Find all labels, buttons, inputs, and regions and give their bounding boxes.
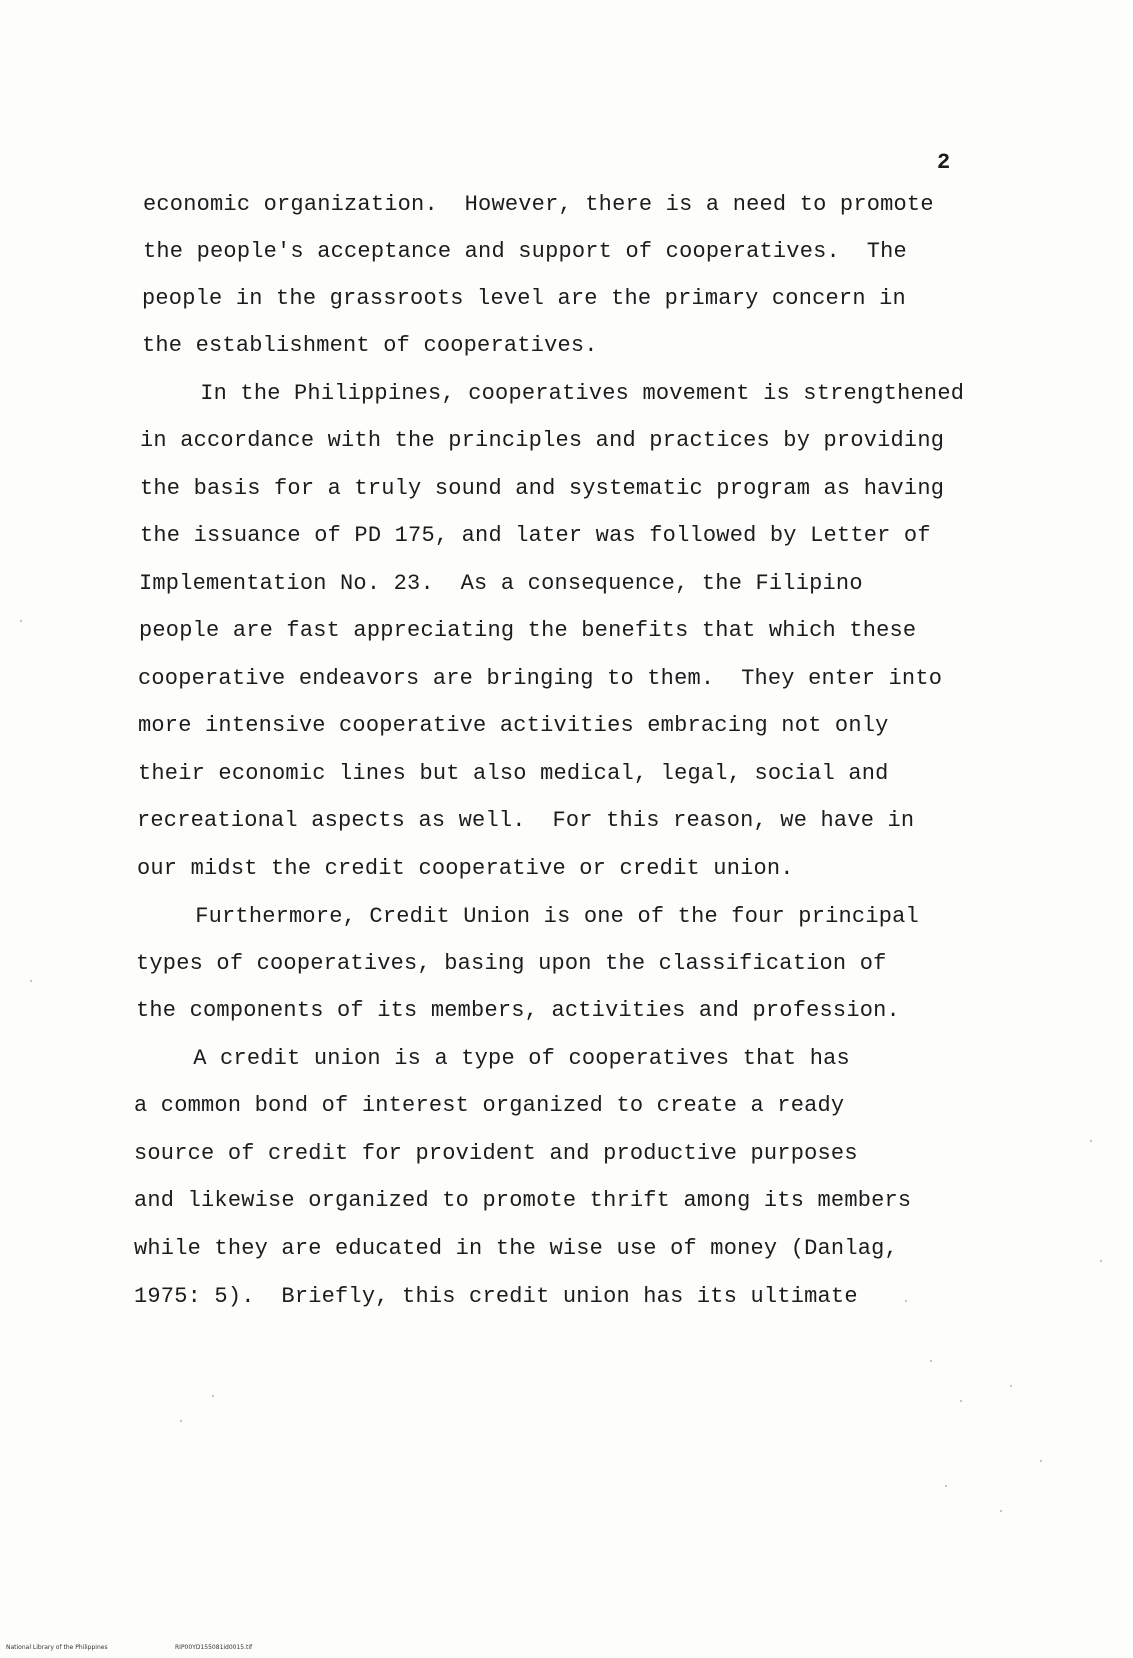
text-line: 1975: 5). Briefly, this credit union has its ultimate <box>134 1284 858 1309</box>
scan-speck <box>180 1420 182 1422</box>
text-line: more intensive cooperative activities embracing not only <box>138 713 889 738</box>
scan-speck <box>20 620 22 622</box>
footer-file-name: RIP00YD155081id0015.tif <box>175 1644 253 1651</box>
scan-speck <box>960 1400 962 1402</box>
scan-speck <box>1010 1385 1012 1387</box>
text-line: their economic lines but also medical, legal, social and <box>138 761 889 786</box>
scan-speck <box>1090 1140 1092 1142</box>
text-line: economic organization. However, there is a need to promote <box>143 192 934 217</box>
text-line: while they are educated in the wise use of money (Danlag, <box>134 1236 898 1261</box>
scan-speck <box>1040 1460 1042 1462</box>
text-line: cooperative endeavors are bringing to them. They enter into <box>138 666 943 691</box>
text-line: our midst the credit cooperative or credit union. <box>137 856 794 881</box>
text-line: In the Philippines, cooperatives movement is strengthened <box>160 381 965 406</box>
page-number: 2 <box>937 150 951 175</box>
text-line: recreational aspects as well. For this reason, we have in <box>137 808 915 833</box>
scan-speck <box>1100 1260 1102 1262</box>
text-line: and likewise organized to promote thrift among its members <box>134 1188 912 1213</box>
text-line: types of cooperatives, basing upon the classification of <box>136 951 887 976</box>
scan-speck <box>905 1300 907 1302</box>
text-line: Implementation No. 23. As a consequence, the Filipino <box>139 571 863 596</box>
scan-speck <box>930 1360 932 1362</box>
text-line: people are fast appreciating the benefits that which these <box>139 618 917 643</box>
text-line: people in the grassroots level are the primary concern in <box>142 286 906 311</box>
text-line: the establishment of cooperatives. <box>142 333 598 358</box>
scan-speck <box>945 1485 947 1487</box>
scan-speck <box>1000 1510 1002 1512</box>
text-line: A credit union is a type of cooperatives that has <box>153 1046 850 1071</box>
text-line: a common bond of interest organized to create a ready <box>134 1093 845 1118</box>
text-line: the issuance of PD 175, and later was followed by Letter of <box>140 523 931 548</box>
text-line: Furthermore, Credit Union is one of the four principal <box>155 904 919 929</box>
text-line: the people's acceptance and support of cooperatives. The <box>143 239 907 264</box>
text-line: in accordance with the principles and practices by providing <box>140 428 945 453</box>
footer-library-name: National Library of the Philippines <box>6 1644 108 1651</box>
scan-speck <box>30 980 32 982</box>
scan-speck <box>212 1395 214 1397</box>
text-line: the basis for a truly sound and systematic program as having <box>140 476 945 501</box>
text-line: source of credit for provident and productive purposes <box>134 1141 858 1166</box>
text-line: the components of its members, activities and profession. <box>136 998 900 1023</box>
